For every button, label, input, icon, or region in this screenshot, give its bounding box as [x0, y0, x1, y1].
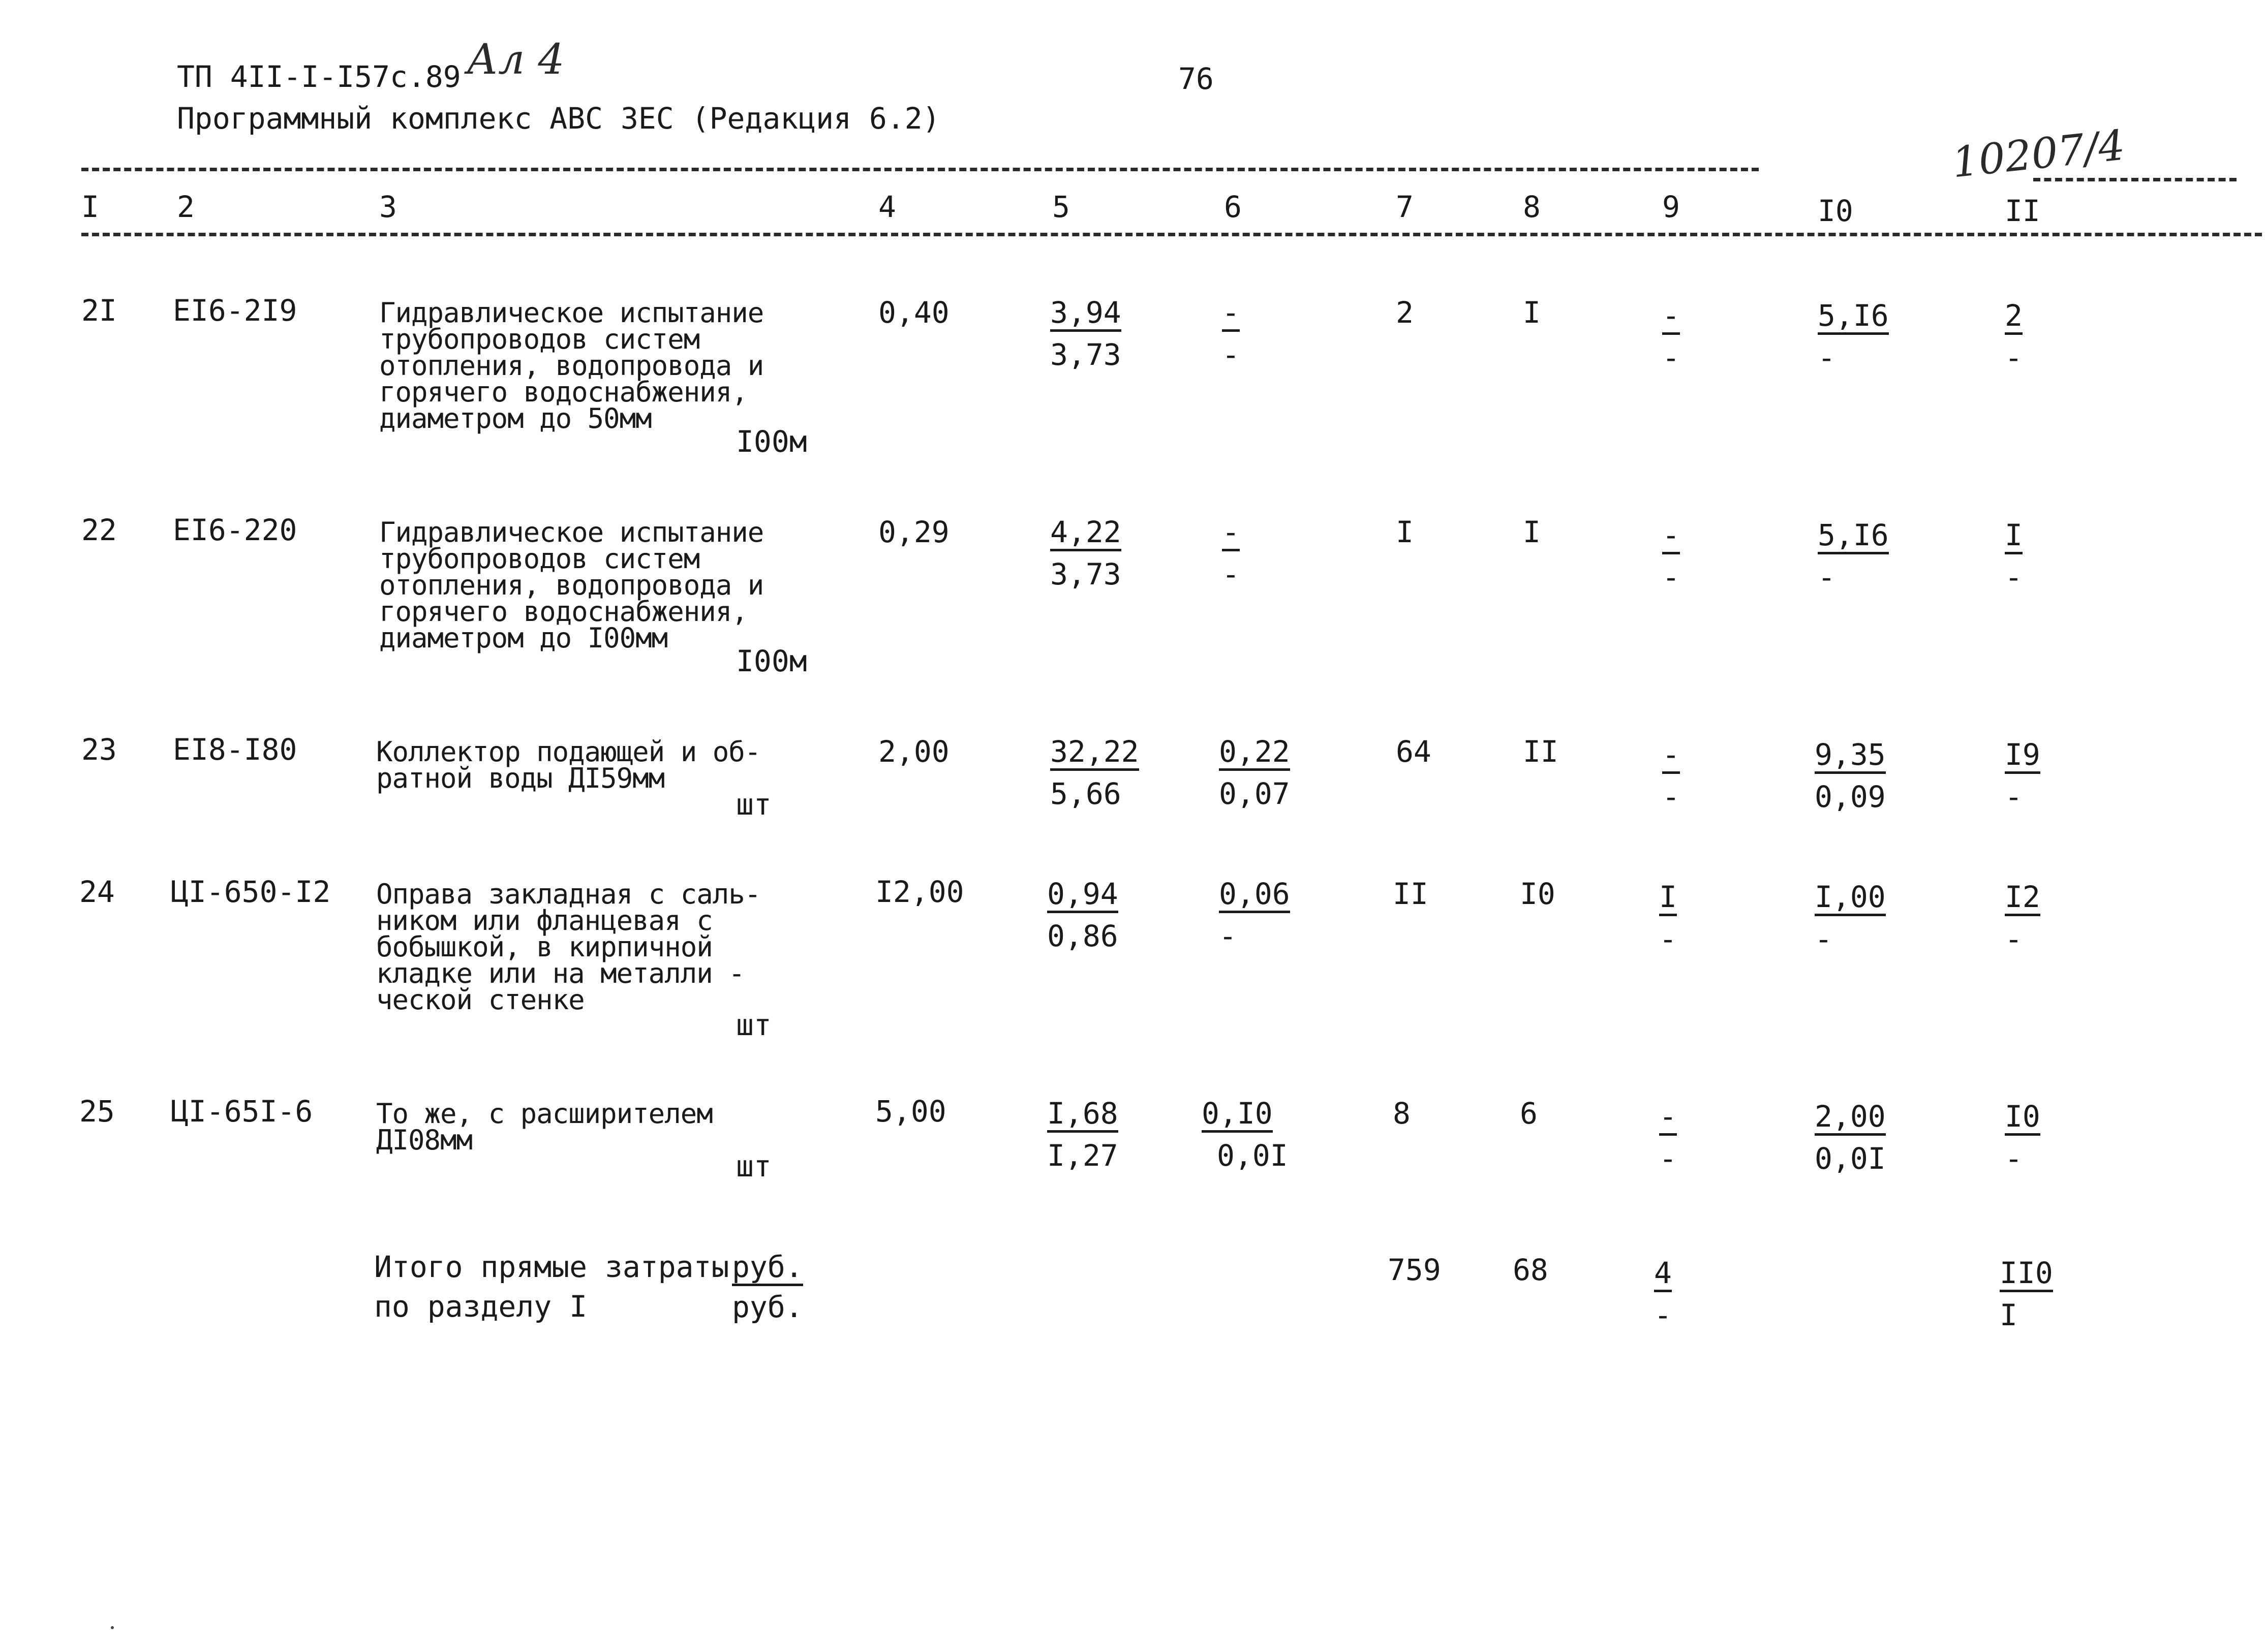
col10-top: 2,00	[1815, 1101, 1886, 1136]
col5-top: 0,94	[1047, 878, 1118, 913]
col9-top: -	[1662, 300, 1680, 335]
col11-top: I0	[2005, 1101, 2040, 1136]
row-col6	[1222, 516, 1240, 590]
row-col5	[1047, 878, 1118, 952]
row-unit: I00м	[736, 424, 807, 459]
column-header-3: 3	[379, 190, 397, 224]
col6-top: -	[1222, 297, 1240, 332]
col9-bottom: -	[1659, 1141, 1677, 1176]
column-header-4: 4	[878, 190, 896, 224]
col10-bottom: 0,09	[1815, 780, 1886, 814]
column-header-9: 9	[1662, 190, 1680, 224]
row-col9	[1662, 739, 1680, 813]
row-col5	[1050, 516, 1121, 590]
row-col8: I0	[1520, 877, 1555, 911]
col10-bottom: 0,0I	[1815, 1141, 1886, 1176]
col10-top: I,00	[1815, 881, 1886, 916]
row-description: Гидравлическое испытание трубопроводов систем отопления, водопровода и горячего водоснабжения, диаметром до I00мм	[379, 516, 764, 654]
row-col11	[2005, 519, 2023, 593]
column-header-6: 6	[1224, 190, 1242, 224]
row-code: EI6-2I9	[173, 293, 297, 328]
col6-top: 0,22	[1219, 736, 1290, 771]
row-col11	[2005, 881, 2040, 955]
total-col8: 68	[1513, 1253, 1548, 1287]
col6-bottom: -	[1222, 557, 1240, 591]
total-col9	[1654, 1257, 1672, 1331]
col5-top: 3,94	[1050, 297, 1121, 332]
header-rule-top-left	[81, 168, 1759, 171]
column-header-7: 7	[1396, 190, 1414, 224]
total-col7: 759	[1388, 1253, 1441, 1287]
row-col7: 2	[1396, 295, 1414, 330]
col9-top: -	[1659, 1101, 1677, 1136]
column-header-10: I0	[1818, 194, 1853, 228]
col11-bottom: -	[2005, 1141, 2023, 1176]
col6-top: -	[1222, 516, 1240, 551]
total-units	[732, 1251, 803, 1323]
row-col6	[1202, 1098, 1288, 1171]
row-number: 22	[81, 513, 117, 547]
col5-bottom: I,27	[1047, 1138, 1118, 1173]
row-col10	[1815, 1101, 1886, 1174]
column-header-11: II	[2005, 194, 2040, 228]
row-col9	[1659, 881, 1677, 955]
total-unit-top: руб.	[732, 1251, 803, 1286]
row-quantity: 5,00	[875, 1094, 946, 1129]
col6-top: 0,06	[1219, 878, 1290, 913]
row-col5	[1050, 736, 1139, 809]
col5-top: I,68	[1047, 1098, 1118, 1133]
col9-bottom: -	[1662, 780, 1680, 814]
row-code: ЦI-650-I2	[171, 875, 331, 909]
row-col6	[1219, 878, 1290, 952]
row-col8: II	[1523, 734, 1558, 769]
row-col9	[1662, 519, 1680, 593]
row-col8: I	[1523, 295, 1541, 330]
col10-bottom: -	[1818, 340, 1835, 375]
col5-top: 4,22	[1050, 516, 1121, 551]
col11-top: 2	[2005, 300, 2023, 335]
column-header-2: 2	[177, 190, 195, 224]
row-unit: шт	[736, 1149, 772, 1183]
row-col8: I	[1523, 515, 1541, 549]
col11-bottom: -	[2005, 780, 2023, 814]
col10-top: 9,35	[1815, 739, 1886, 774]
row-col11	[2005, 1101, 2040, 1174]
row-col11	[2005, 300, 2023, 373]
col6-bottom: 0,07	[1219, 776, 1290, 811]
col6-bottom: 0,0I	[1217, 1138, 1288, 1173]
row-quantity: 2,00	[878, 734, 950, 769]
handwritten-reference: 10207/4	[1949, 121, 2127, 188]
col10-top: 5,I6	[1818, 300, 1889, 335]
col6-bottom: -	[1222, 337, 1240, 372]
col9-top: I	[1659, 881, 1677, 916]
column-header-8: 8	[1523, 190, 1541, 224]
total-col9-bottom: -	[1654, 1298, 1672, 1332]
row-col7: II	[1393, 877, 1428, 911]
row-number: 2I	[81, 293, 117, 328]
row-col9	[1662, 300, 1680, 373]
row-number: 23	[81, 732, 117, 767]
col11-top: I	[2005, 519, 2023, 554]
row-col7: 64	[1396, 734, 1431, 769]
col10-top: 5,I6	[1818, 519, 1889, 554]
row-code: ЦI-65I-6	[171, 1094, 313, 1129]
document-code: ТП 4II-I-I57с.89	[177, 59, 461, 94]
row-col5	[1050, 297, 1121, 370]
total-col11-top: II0	[2000, 1257, 2053, 1292]
col5-bottom: 3,73	[1050, 337, 1121, 372]
col11-bottom: -	[2005, 340, 2023, 375]
col9-top: -	[1662, 739, 1680, 774]
col10-bottom: -	[1815, 922, 1832, 956]
row-col7: I	[1396, 515, 1414, 549]
total-label-line2: по разделу I	[374, 1289, 588, 1324]
row-number: 25	[79, 1094, 115, 1129]
row-col10	[1815, 881, 1886, 955]
header-rule-bottom	[81, 233, 2262, 236]
col11-bottom: -	[2005, 922, 2023, 956]
row-col6	[1222, 297, 1240, 370]
col5-bottom: 3,73	[1050, 557, 1121, 591]
col5-bottom: 5,66	[1050, 776, 1121, 811]
row-quantity: 0,40	[878, 295, 950, 330]
row-col5	[1047, 1098, 1118, 1171]
col10-bottom: -	[1818, 560, 1835, 595]
handwritten-mark: Ал 4	[467, 36, 565, 84]
row-col6	[1219, 736, 1290, 809]
row-code: EI8-I80	[173, 732, 297, 767]
total-col11	[2000, 1257, 2053, 1331]
row-col10	[1818, 300, 1889, 373]
row-unit: I00м	[736, 644, 807, 678]
row-quantity: 0,29	[878, 515, 950, 549]
row-col10	[1815, 739, 1886, 813]
col6-bottom: -	[1219, 919, 1237, 953]
col11-top: I2	[2005, 881, 2040, 916]
row-description: Оправа закладная с саль- ником или фланцевая с бобышкой, в кирпичной кладке или на металли - ческой стенке	[376, 878, 761, 1016]
total-label-line1: Итого прямые затраты	[374, 1250, 729, 1284]
row-number: 24	[79, 875, 115, 909]
row-description: Коллектор подающей и об- ратной воды ДI59мм	[376, 736, 761, 794]
total-col11-bottom: I	[2000, 1298, 2017, 1332]
row-col11	[2005, 739, 2040, 813]
column-header-5: 5	[1052, 190, 1070, 224]
row-description: То же, с расширителем ДI08мм	[376, 1098, 713, 1156]
col6-top: 0,I0	[1202, 1098, 1273, 1133]
col11-bottom: -	[2005, 560, 2023, 595]
row-col10	[1818, 519, 1889, 593]
col9-top: -	[1662, 519, 1680, 554]
row-col7: 8	[1393, 1096, 1411, 1131]
col9-bottom: -	[1662, 340, 1680, 375]
total-unit-bottom: руб.	[732, 1290, 803, 1324]
row-description: Гидравлическое испытание трубопроводов систем отопления, водопровода и горячего водоснабжения, диаметром до 50мм	[379, 297, 764, 434]
page-number: 76	[1178, 61, 1214, 96]
col9-bottom: -	[1662, 560, 1680, 595]
document-subtitle: Программный комплекс АВС 3ЕС (Редакция 6.2)	[177, 101, 940, 136]
row-unit: шт	[736, 1008, 772, 1042]
row-unit: шт	[736, 787, 772, 822]
row-col8: 6	[1520, 1096, 1538, 1131]
row-quantity: I2,00	[875, 875, 964, 909]
row-col9	[1659, 1101, 1677, 1174]
stray-dot	[111, 1626, 114, 1629]
col9-bottom: -	[1659, 922, 1677, 956]
row-code: EI6-220	[173, 513, 297, 547]
col5-top: 32,22	[1050, 736, 1139, 771]
col5-bottom: 0,86	[1047, 919, 1118, 953]
total-col9-top: 4	[1654, 1257, 1672, 1292]
column-header-1: I	[81, 190, 99, 224]
col11-top: I9	[2005, 739, 2040, 774]
header-rule-top-right	[2033, 178, 2237, 181]
